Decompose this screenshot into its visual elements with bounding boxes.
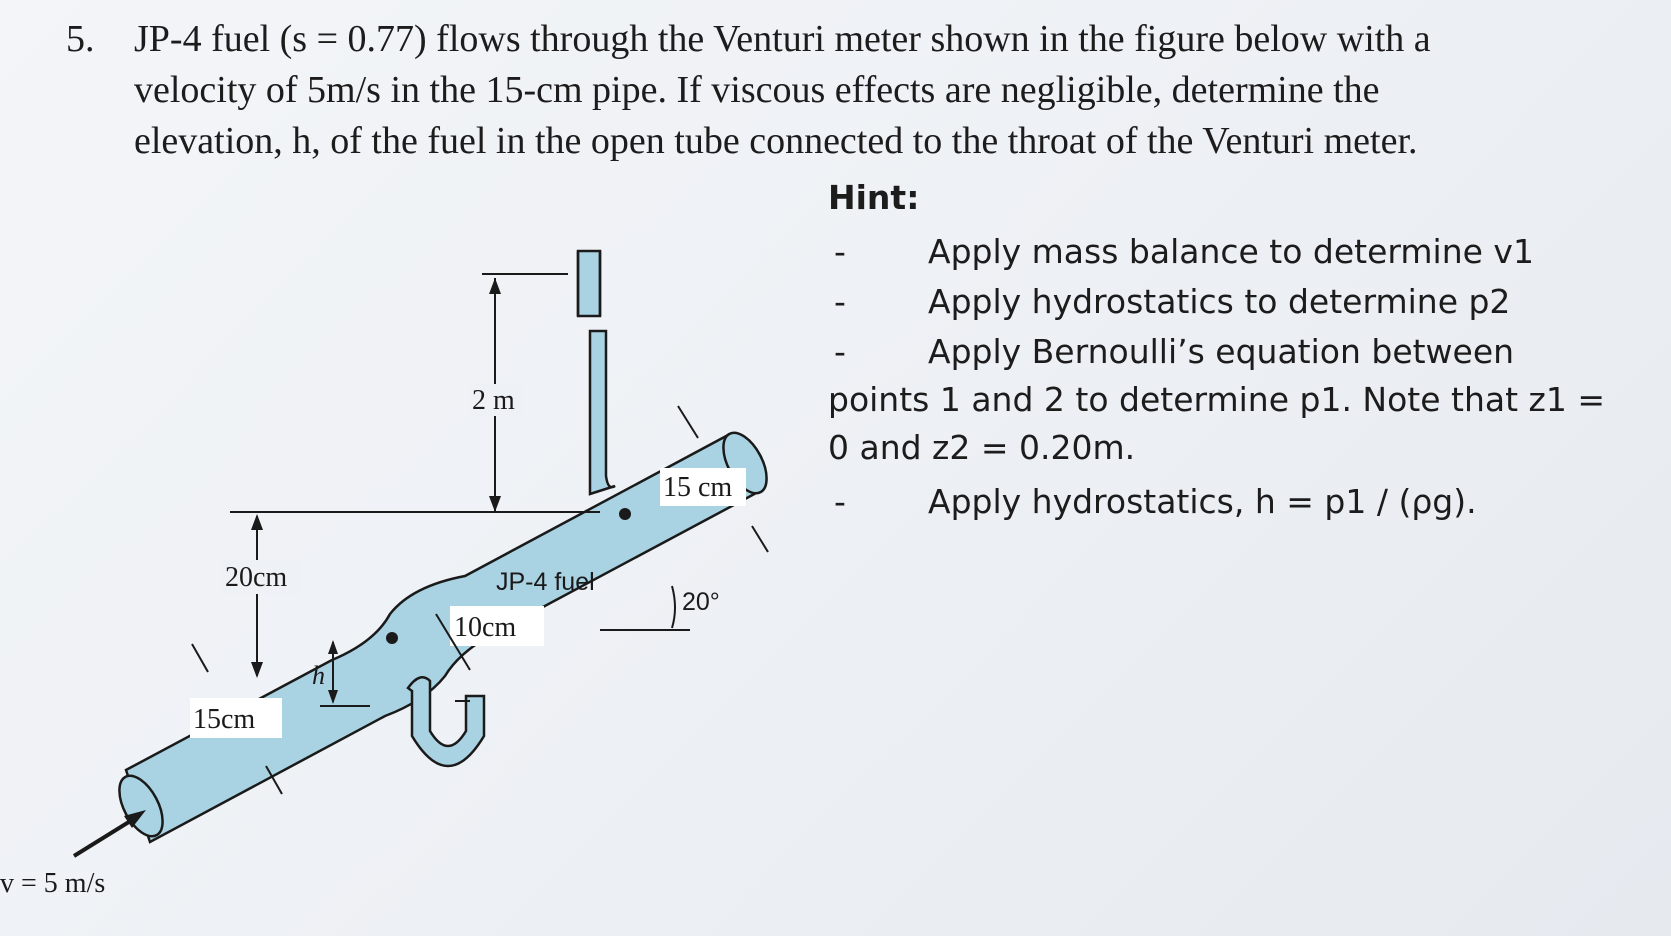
angle-arc bbox=[672, 586, 675, 628]
problem-number: 5. bbox=[66, 18, 95, 60]
hint-item-5: 0 and z2 = 0.20m. bbox=[828, 428, 1136, 467]
dim-2m-arrow-bottom bbox=[489, 496, 501, 512]
hint-item-4: points 1 and 2 to determine p1. Note that z1 = bbox=[828, 380, 1605, 419]
label-velocity: v = 5 m/s bbox=[0, 868, 106, 899]
dim-15cm-bottom-tick-a bbox=[192, 644, 208, 672]
label-jp4-fuel: JP-4 fuel bbox=[496, 568, 595, 596]
velocity-arrow-line bbox=[74, 820, 132, 856]
label-20cm: 20cm bbox=[225, 562, 288, 593]
hint-item-3: Apply Bernoulli’s equation between bbox=[928, 332, 1515, 371]
label-2m: 2 m bbox=[472, 385, 515, 416]
upper-tube bbox=[590, 331, 615, 494]
point-1 bbox=[386, 632, 398, 644]
label-10cm: 10cm bbox=[454, 612, 517, 643]
problem-line-2: velocity of 5m/s in the 15-cm pipe. If viscous effects are negligible, determine the bbox=[134, 69, 1380, 111]
hint-dash-2: - bbox=[834, 282, 846, 321]
lower-u-tube bbox=[408, 677, 484, 766]
hint-dash-3: - bbox=[834, 332, 846, 371]
dim-h-arrow-top bbox=[328, 640, 338, 654]
dim-2m-arrow-top bbox=[489, 278, 501, 294]
problem-line-1: JP-4 fuel (s = 0.77) flows through the Venturi meter shown in the figure below with a bbox=[134, 18, 1431, 60]
venturi-figure bbox=[0, 176, 820, 936]
hint-dash-6: - bbox=[834, 482, 846, 521]
hint-item-1: Apply mass balance to determine v1 bbox=[928, 232, 1534, 271]
label-h: h bbox=[312, 661, 325, 690]
dim-15cm-top-tick-b bbox=[752, 526, 768, 552]
hint-item-6: Apply hydrostatics, h = p1 / (ρg). bbox=[928, 482, 1477, 521]
label-15cm-top: 15 cm bbox=[663, 472, 733, 503]
hint-title: Hint: bbox=[828, 178, 920, 217]
problem-line-3: elevation, h, of the fuel in the open tube connected to the throat of the Venturi meter. bbox=[134, 120, 1418, 162]
hint-item-2: Apply hydrostatics to determine p2 bbox=[928, 282, 1511, 321]
hint-dash-1: - bbox=[834, 232, 846, 271]
label-15cm-bottom: 15cm bbox=[193, 704, 256, 735]
label-20deg: 20° bbox=[682, 588, 720, 616]
dim-20cm-arrow-bottom bbox=[251, 662, 263, 678]
dim-15cm-top-tick-a bbox=[678, 406, 698, 438]
point-2 bbox=[619, 508, 631, 520]
dim-20cm-arrow-top bbox=[251, 514, 263, 530]
upper-tube-top bbox=[578, 251, 600, 316]
